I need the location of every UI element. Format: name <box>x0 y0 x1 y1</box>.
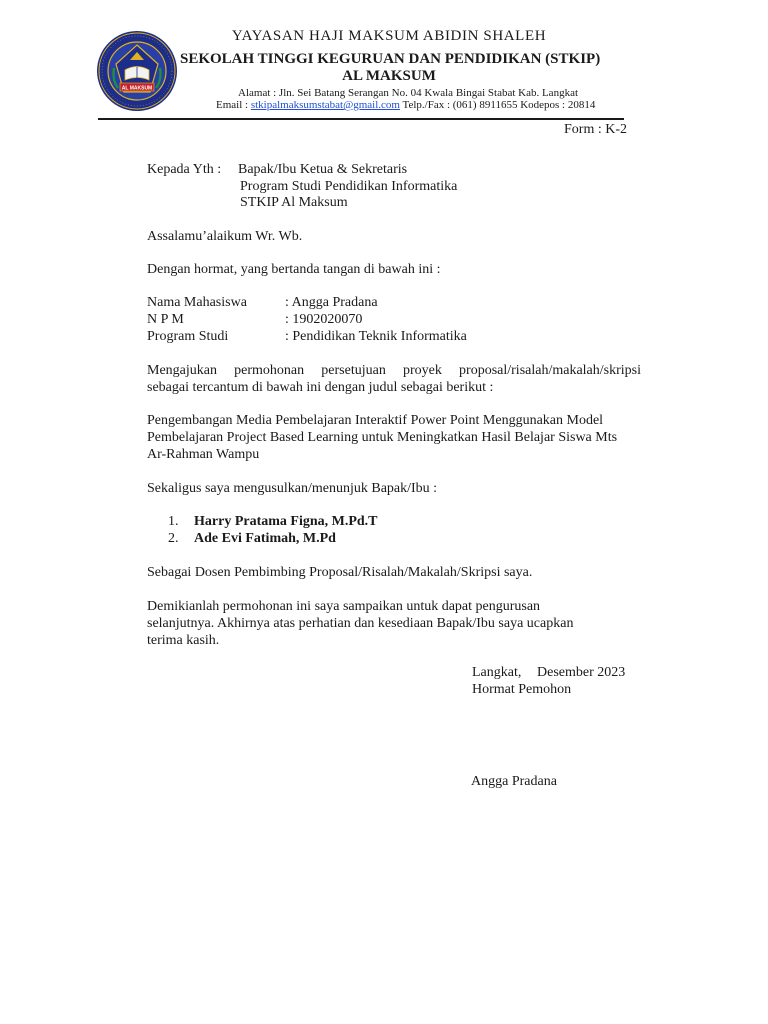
request-line1: Mengajukan permohonan persetujuan proyek proposal/risalah/makalah/skripsi <box>147 363 641 378</box>
signature-date: Desember 2023 <box>537 665 626 680</box>
proposal-title-line1: Pengembangan Media Pembelajaran Interaktif Power Point Menggunakan Model <box>147 413 604 428</box>
school-name-line2: AL MAKSUM <box>342 68 436 84</box>
recipient-label: Kepada Yth : <box>147 162 222 177</box>
request-line2: sebagai tercantum di bawah ini dengan judul sebagai berikut : <box>147 380 494 395</box>
student-program-value: : Pendidikan Teknik Informatika <box>285 329 467 344</box>
supervisor-1-name: Harry Pratama Figna, M.Pd.T <box>194 514 378 529</box>
supervisor-2-name: Ade Evi Fatimah, M.Pd <box>194 531 336 546</box>
phone-postal: Telp./Fax : (061) 8911655 Kodepos : 20814 <box>399 99 596 111</box>
recipient-line3: STKIP Al Maksum <box>240 195 348 210</box>
school-address: Alamat : Jln. Sei Batang Serangan No. 04 Kwala Bingai Stabat Kab. Langkat <box>238 87 579 99</box>
foundation-name: YAYASAN HAJI MAKSUM ABIDIN SHALEH <box>231 28 547 44</box>
supervisor-role: Sebagai Dosen Pembimbing Proposal/Risalah/Makalah/Skripsi saya. <box>147 565 533 580</box>
supervisor-2-number: 2. <box>168 531 179 546</box>
contact-line <box>216 99 595 111</box>
recipient-line2: Program Studi Pendidikan Informatika <box>240 179 458 194</box>
closing-line2: selanjutnya. Akhirnya atas perhatian dan kesediaan Bapak/Ibu saya ucapkan <box>147 616 574 631</box>
school-name: SEKOLAH TINGGI KEGURUAN DAN PENDIDIKAN (STKIP) <box>180 51 601 67</box>
greeting: Assalamu’alaikum Wr. Wb. <box>147 229 303 244</box>
closing-line3: terima kasih. <box>147 633 220 648</box>
recipient-line1: Bapak/Ibu Ketua & Sekretaris <box>238 162 408 177</box>
student-npm-value: : 1902020070 <box>285 312 363 327</box>
student-program-label: Program Studi <box>147 329 229 344</box>
proposal-title-line2: Pembelajaran Project Based Learning untuk Meningkatkan Hasil Belajar Siswa Mts <box>147 430 618 445</box>
stkip-al-maksum-seal-icon <box>96 30 178 112</box>
proposal-title-line3: Ar-Rahman Wampu <box>147 447 260 462</box>
form-code: Form : K-2 <box>564 122 627 137</box>
student-name-value: : Angga Pradana <box>285 295 378 310</box>
letterhead-divider <box>98 118 624 120</box>
propose-text: Sekaligus saya mengusulkan/menunjuk Bapak/Ibu : <box>147 481 438 496</box>
student-name-label: Nama Mahasiswa <box>147 295 247 310</box>
email-label: Email : <box>216 99 251 111</box>
signature-title: Hormat Pemohon <box>472 682 572 697</box>
supervisor-1-number: 1. <box>168 514 179 529</box>
closing-line1: Demikianlah permohonan ini saya sampaikan untuk dapat pengurusan <box>147 599 541 614</box>
logo-banner-text: AL MAKSUM <box>121 85 153 92</box>
signer-name: Angga Pradana <box>471 774 557 789</box>
intro: Dengan hormat, yang bertanda tangan di bawah ini : <box>147 262 441 277</box>
signature-place: Langkat, <box>472 665 522 680</box>
student-npm-label: N P M <box>147 312 184 327</box>
email-link[interactable]: stkipalmaksumstabat@gmail.com <box>250 99 400 111</box>
